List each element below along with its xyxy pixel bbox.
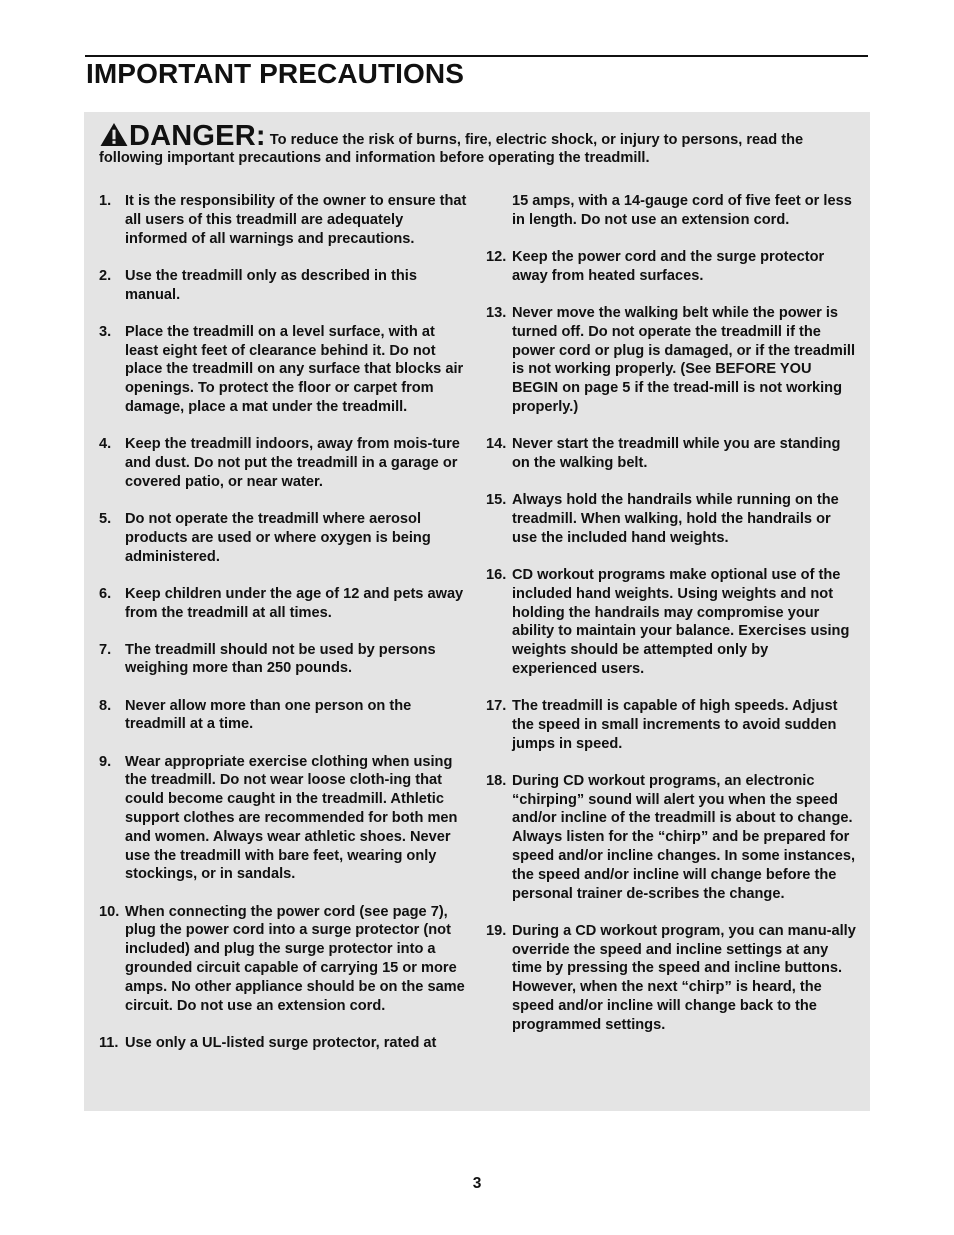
precaution-number: 4.	[99, 436, 112, 453]
precaution-item	[99, 1034, 469, 1053]
precaution-number: 9.	[99, 753, 112, 770]
page-title: IMPORTANT PRECAUTIONS	[86, 58, 465, 89]
precautions-right-column	[486, 192, 856, 1053]
warning-triangle-icon	[99, 122, 129, 147]
precaution-text: Keep the power cord and the surge protector away from heated surfaces.	[512, 248, 825, 284]
precaution-text: The treadmill should not be used by persons weighing more than 250 pounds.	[125, 641, 436, 677]
precaution-text: The treadmill is capable of high speeds. Adjust the speed in small increments to avoid sudden jumps in speed.	[512, 698, 838, 752]
precaution-text: Wear appropriate exercise clothing when using the treadmill. Do not wear loose cloth-ing that could become caught in the treadmill. Athletic support clothes are recommended for both men and women. Always wear athletic shoes. Never use the treadmill with bare feet, wearing only stockings, or in sandals.	[125, 753, 458, 883]
precaution-number: 10.	[99, 903, 120, 920]
precaution-item	[486, 192, 856, 230]
precaution-item	[486, 772, 856, 904]
precaution-text: Place the treadmill on a level surface, with at least eight feet of clearance behind it. Do not place the treadmill on any surface that blocks air openings. To protect the floor or carpet from damage, place a mat under the treadmill.	[125, 323, 464, 415]
precaution-item	[486, 248, 856, 286]
precaution-item	[486, 697, 856, 753]
precaution-text: Never allow more than one person on the treadmill at a time.	[125, 697, 412, 733]
precaution-number: 15.	[486, 492, 507, 509]
danger-panel	[84, 112, 870, 1111]
top-rule	[85, 55, 868, 57]
precaution-number: 16.	[486, 566, 507, 583]
precaution-item	[486, 566, 856, 679]
precaution-item	[486, 435, 856, 473]
precaution-item	[486, 304, 856, 417]
precaution-text: Use only a UL-listed surge protector, rated at	[125, 1034, 437, 1051]
precaution-number: 6.	[99, 585, 112, 602]
precaution-text: CD workout programs make optional use of the included hand weights. Using weights and not holding the handrails may compromise your ability to maintain your balance. Exercises using weights should be attempted only by experienced users.	[512, 566, 850, 677]
precaution-text: When connecting the power cord (see page 7), plug the power cord into a surge protector (not included) and plug the surge protector into a grounded circuit capable of carrying 15 or more amps. No other appliance should be on the same circuit. Do not use an extension cord.	[125, 903, 465, 1014]
precaution-text: Use the treadmill only as described in this manual.	[125, 267, 417, 303]
precaution-number: 13.	[486, 304, 507, 321]
precaution-number: 7.	[99, 641, 112, 658]
precaution-number: 18.	[486, 772, 507, 789]
precaution-number: 12.	[486, 248, 507, 265]
precaution-text: Never move the walking belt while the power is turned off. Do not operate the treadmill if the power cord or plug is damaged, or if the treadmill is not working properly. (See BEFORE YOU BEGIN on page 5 if the tread-mill is not working properly.)	[512, 304, 856, 415]
precaution-number: 1.	[99, 193, 112, 209]
precaution-text: Do not operate the treadmill where aerosol products are used or where oxygen is being administered.	[125, 510, 431, 565]
precaution-number: 5.	[99, 510, 112, 527]
precaution-number: 14.	[486, 436, 507, 453]
precaution-text: 15 amps, with a 14-gauge cord of five feet or less in length. Do not use an extension cord.	[512, 193, 852, 228]
page-number: 3	[472, 1175, 482, 1192]
precautions-left-column	[99, 192, 469, 1071]
precaution-number: 17.	[486, 698, 507, 715]
precaution-item	[99, 697, 469, 735]
precaution-text: During a CD workout program, you can manu-ally override the speed and incline settings at any time by pressing the speed and incline buttons. However, when the next “chirp” is heard, the speed and/or incline will change back to the programmed settings.	[512, 922, 856, 1033]
precaution-item	[99, 753, 469, 885]
precaution-item	[99, 192, 469, 248]
precaution-number: 8.	[99, 697, 112, 714]
precaution-text: Keep the treadmill indoors, away from mois-ture and dust. Do not put the treadmill in a garage or covered patio, or near water.	[125, 436, 460, 490]
precaution-item	[99, 510, 469, 566]
precaution-item	[99, 323, 469, 417]
danger-statement	[99, 122, 857, 168]
danger-text: To reduce the risk of burns, fire, electric shock, or injury to persons, read the following important precautions and information before operating the treadmill.	[99, 132, 804, 167]
danger-label: DANGER:	[129, 120, 266, 152]
precaution-number: 2.	[99, 267, 112, 284]
precaution-item	[99, 267, 469, 305]
precaution-text: Never start the treadmill while you are standing on the walking belt.	[512, 436, 841, 471]
precaution-number: 3.	[99, 323, 112, 340]
precaution-item	[99, 585, 469, 623]
precaution-item	[486, 491, 856, 547]
precaution-item	[99, 903, 469, 1016]
precaution-text: It is the responsibility of the owner to ensure that all users of this treadmill are adequately informed of all warnings and precautions.	[125, 193, 467, 247]
precaution-item	[99, 435, 469, 491]
precaution-text: During CD workout programs, an electronic “chirping” sound will alert you when the speed and/or incline of the treadmill is about to change. Always listen for the “chirp” and be prepared for speed and/or incline changes. In some instances, the speed and/or incline will change before the personal trainer de-scribes the change.	[512, 772, 856, 902]
precaution-number: 11.	[99, 1034, 119, 1051]
precaution-text: Keep children under the age of 12 and pets away from the treadmill at all times.	[125, 585, 464, 621]
precaution-number: 19.	[486, 922, 507, 939]
precaution-item	[99, 641, 469, 679]
precaution-text: Always hold the handrails while running on the treadmill. When walking, hold the handrails or use the included hand weights.	[512, 492, 839, 546]
precaution-item	[486, 922, 856, 1035]
